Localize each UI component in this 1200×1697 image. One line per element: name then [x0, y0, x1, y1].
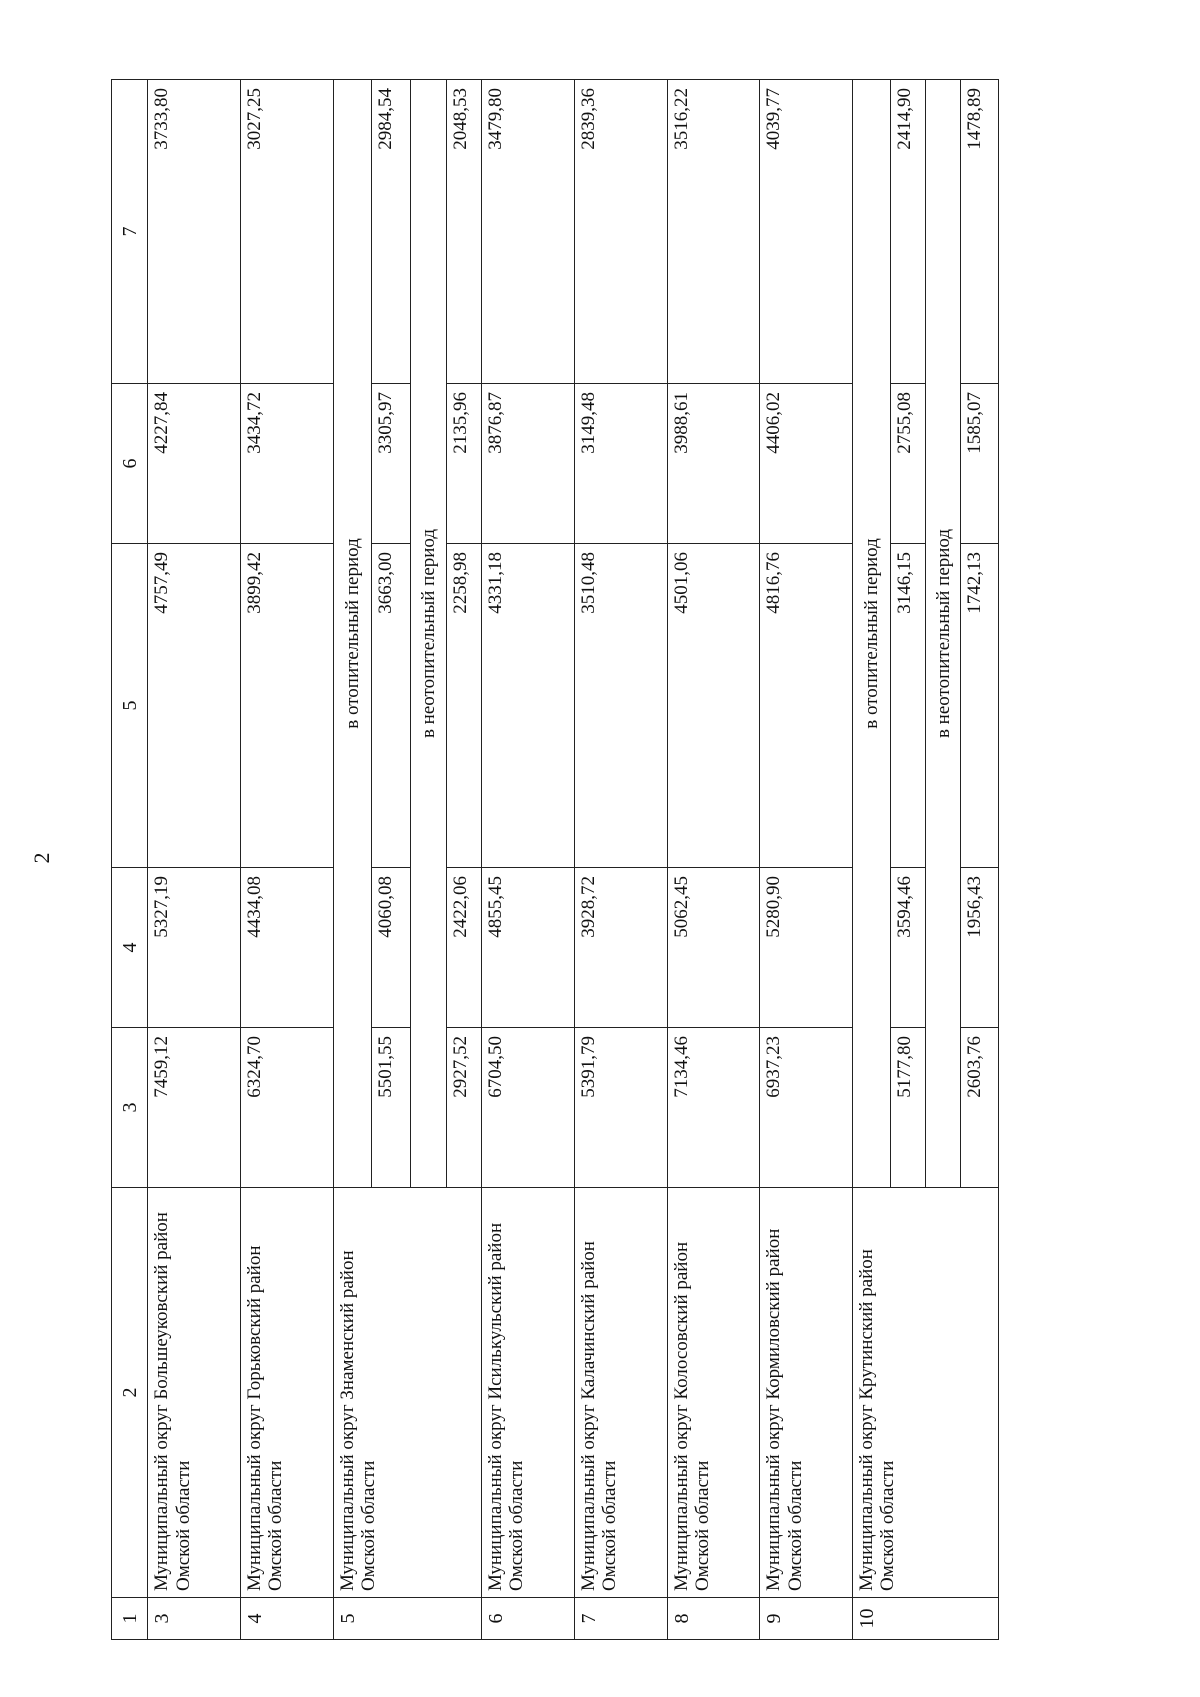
col-header-6: 6 [112, 384, 148, 544]
table-row [760, 80, 853, 1640]
value-col3: 5501,55 [371, 1028, 411, 1188]
value-col7: 3027,25 [241, 80, 334, 384]
value-col4: 3594,46 [890, 868, 925, 1028]
value-col3: 2927,52 [446, 1028, 481, 1188]
period-label-heating: в отопительный период [334, 80, 372, 1188]
value-col7: 2048,53 [446, 80, 481, 384]
value-col6: 4227,84 [148, 384, 241, 544]
value-col4: 5327,19 [148, 868, 241, 1028]
district-name: Муниципальный округ Знаменский район Омской области [334, 1188, 482, 1598]
col-header-1: 1 [112, 1598, 148, 1640]
tariff-table [111, 79, 999, 1640]
table-row [667, 80, 760, 1640]
row-number: 10 [853, 1598, 999, 1640]
header-row [112, 80, 148, 1640]
district-name: Муниципальный округ Калачинский район Омской области [574, 1188, 667, 1598]
period-row [853, 80, 891, 1640]
period-label-nonheating: в неотопительный период [926, 80, 961, 1188]
period-label-heating: в отопительный период [853, 80, 891, 1188]
value-col6: 3876,87 [482, 384, 575, 544]
value-col5: 4331,18 [482, 544, 575, 868]
value-col4: 4855,45 [482, 868, 575, 1028]
value-col5: 3510,48 [574, 544, 667, 868]
value-col3: 6324,70 [241, 1028, 334, 1188]
value-col5: 3663,00 [371, 544, 411, 868]
value-col7: 3516,22 [667, 80, 760, 384]
value-col3: 7459,12 [148, 1028, 241, 1188]
value-col7: 4039,77 [760, 80, 853, 384]
district-name: Муниципальный округ Исилькульский район Омской области [482, 1188, 575, 1598]
value-col7: 2839,36 [574, 80, 667, 384]
period-label-nonheating: в неотопительный период [411, 80, 446, 1188]
table-row [574, 80, 667, 1640]
district-name: Муниципальный округ Колосовский район Омской области [667, 1188, 760, 1598]
value-col4: 5062,45 [667, 868, 760, 1028]
value-col7: 2984,54 [371, 80, 411, 384]
table-row [482, 80, 575, 1640]
value-col6: 2755,08 [890, 384, 925, 544]
value-col4: 4434,08 [241, 868, 334, 1028]
row-number: 5 [334, 1598, 482, 1640]
value-col4: 4060,08 [371, 868, 411, 1028]
value-col7: 2414,90 [890, 80, 925, 384]
table-row [241, 80, 334, 1640]
value-col6: 3305,97 [371, 384, 411, 544]
value-col3: 5391,79 [574, 1028, 667, 1188]
row-number: 9 [760, 1598, 853, 1640]
value-col3: 7134,46 [667, 1028, 760, 1188]
value-col6: 2135,96 [446, 384, 481, 544]
value-col5: 4501,06 [667, 544, 760, 868]
value-col5: 4816,76 [760, 544, 853, 868]
value-col4: 5280,90 [760, 868, 853, 1028]
row-number: 7 [574, 1598, 667, 1640]
value-col6: 1585,07 [961, 384, 999, 544]
col-header-7: 7 [112, 80, 148, 384]
value-col5: 2258,98 [446, 544, 481, 868]
row-number: 4 [241, 1598, 334, 1640]
col-header-4: 4 [112, 868, 148, 1028]
value-col6: 4406,02 [760, 384, 853, 544]
district-name: Муниципальный округ Горьковский район Омской области [241, 1188, 334, 1598]
value-col7: 1478,89 [961, 80, 999, 384]
value-col6: 3434,72 [241, 384, 334, 544]
value-col3: 6704,50 [482, 1028, 575, 1188]
value-col3: 5177,80 [890, 1028, 925, 1188]
table-row [148, 80, 241, 1640]
col-header-2: 2 [112, 1188, 148, 1598]
page-number: 2 [29, 852, 54, 864]
value-col5: 4757,49 [148, 544, 241, 868]
value-col3: 2603,76 [961, 1028, 999, 1188]
row-number: 3 [148, 1598, 241, 1640]
district-name: Муниципальный округ Крутинский район Омской области [853, 1188, 999, 1598]
col-header-5: 5 [112, 544, 148, 868]
value-col5: 1742,13 [961, 544, 999, 868]
value-col4: 1956,43 [961, 868, 999, 1028]
value-col3: 6937,23 [760, 1028, 853, 1188]
value-col6: 3988,61 [667, 384, 760, 544]
row-number: 8 [667, 1598, 760, 1640]
tariff-table-rotated [111, 80, 999, 1640]
value-col5: 3899,42 [241, 544, 334, 868]
period-row [334, 80, 372, 1640]
row-number: 6 [482, 1598, 575, 1640]
value-col6: 3149,48 [574, 384, 667, 544]
value-col7: 3733,80 [148, 80, 241, 384]
value-col5: 3146,15 [890, 544, 925, 868]
col-header-3: 3 [112, 1028, 148, 1188]
value-col4: 2422,06 [446, 868, 481, 1028]
value-col4: 3928,72 [574, 868, 667, 1028]
district-name: Муниципальный округ Кормиловский район Омской области [760, 1188, 853, 1598]
value-col7: 3479,80 [482, 80, 575, 384]
district-name: Муниципальный округ Большеуковский район Омской области [148, 1188, 241, 1598]
